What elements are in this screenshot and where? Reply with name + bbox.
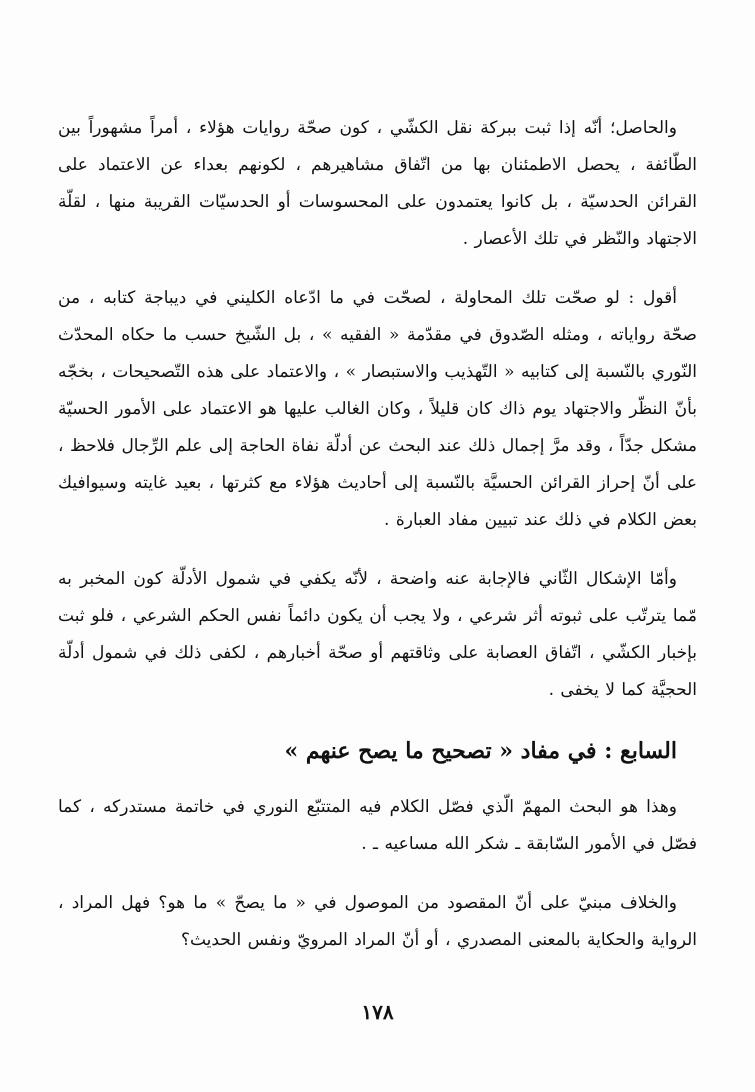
paragraph-conclusion: والحاصل؛ أنّه إذا ثبت ببركة نقل الكشّي ، كون صحّة روايات هؤلاء ، أمراً مشهوراً بين الطّائفة ، يحصل الاطمئنان بها من اتّفاق مشاهيرهم ، لكونهم بعداء عن الاعتماد على القرائن الحدسيّة ، بل كانوا يعتمدون على المحسوسات أو الحدسيّات القريبة منها ، لقلّة الاجتهاد والنّظر في تلك الأعصار . (58, 118, 697, 249)
paragraph-disagreement: والخلاف مبنيّ على أنّ المقصود من الموصول في « ما يصحّ » ما هو؟ فهل المراد ، الرواية والحكاية بالمعنى المصدري ، أو أنّ المراد المرويّ ونفس الحديث؟ (58, 893, 697, 950)
page-number: ١٧٨ (361, 1000, 394, 1024)
paragraph-response: أقول : لو صحّت تلك المحاولة ، لصحّت في ما ادّعاه الكليني في ديباجة كتابه ، من صحّة رواياته ، ومثله الصّدوق في مقدّمة « الفقيه » ، بل الشّيخ حسب ما حكاه المحدّث النّوري بالنّسبة إلى كتابيه « التّهذيب والاستبصار » ، والاعتماد على هذه التّصحيحات ، بخجّه بأنّ النظّر والاجتهاد يوم ذاك كان قليلاً ، وكان الغالب عليها هو الاعتماد على الأمور الحسيّة مشكل جدّاً ، وقد مرَّ إجمال ذلك عند البحث عن أدلّة نفاة الحاجة إلى علم الرِّجال فلاحظ ، على أنّ إحراز القرائن الحسيَّة بالنّسبة إلى أحاديث هؤلاء مع كثرتها ، بعيد غايته وسيوافيك بعض الكلام في ذلك عند تبيين مفاد العبارة . (58, 288, 697, 530)
page-text-block (58, 110, 697, 959)
paragraph-second-objection: وأمّا الإشكال الثّاني فالإجابة عنه واضحة ، لأنّه يكفي في شمول الأدلّة كون المخبر به مّما يترتّب على ثبوته أثر شرعي ، ولا يجب أن يكون دائماً نفس الحكم الشرعي ، فلو ثبت بإخبار الكشّي ، اتّفاق العصابة على وثاقتهم أو صحّة أخبارهم ، لكفى ذلك في شمول أدلّة الحجيَّة كما لا يخفى . (58, 569, 697, 700)
paragraph-important-discussion: وهذا هو البحث المهمّ الّذي فصّل الكلام فيه المتتبّع النوري في خاتمة مستدركه ، كما فصّل في الأمور السّابقة ـ شكر الله مساعيه ـ . (58, 797, 697, 854)
section-heading: السابع : في مفاد « تصحيح ما يصح عنهم » (284, 738, 677, 764)
